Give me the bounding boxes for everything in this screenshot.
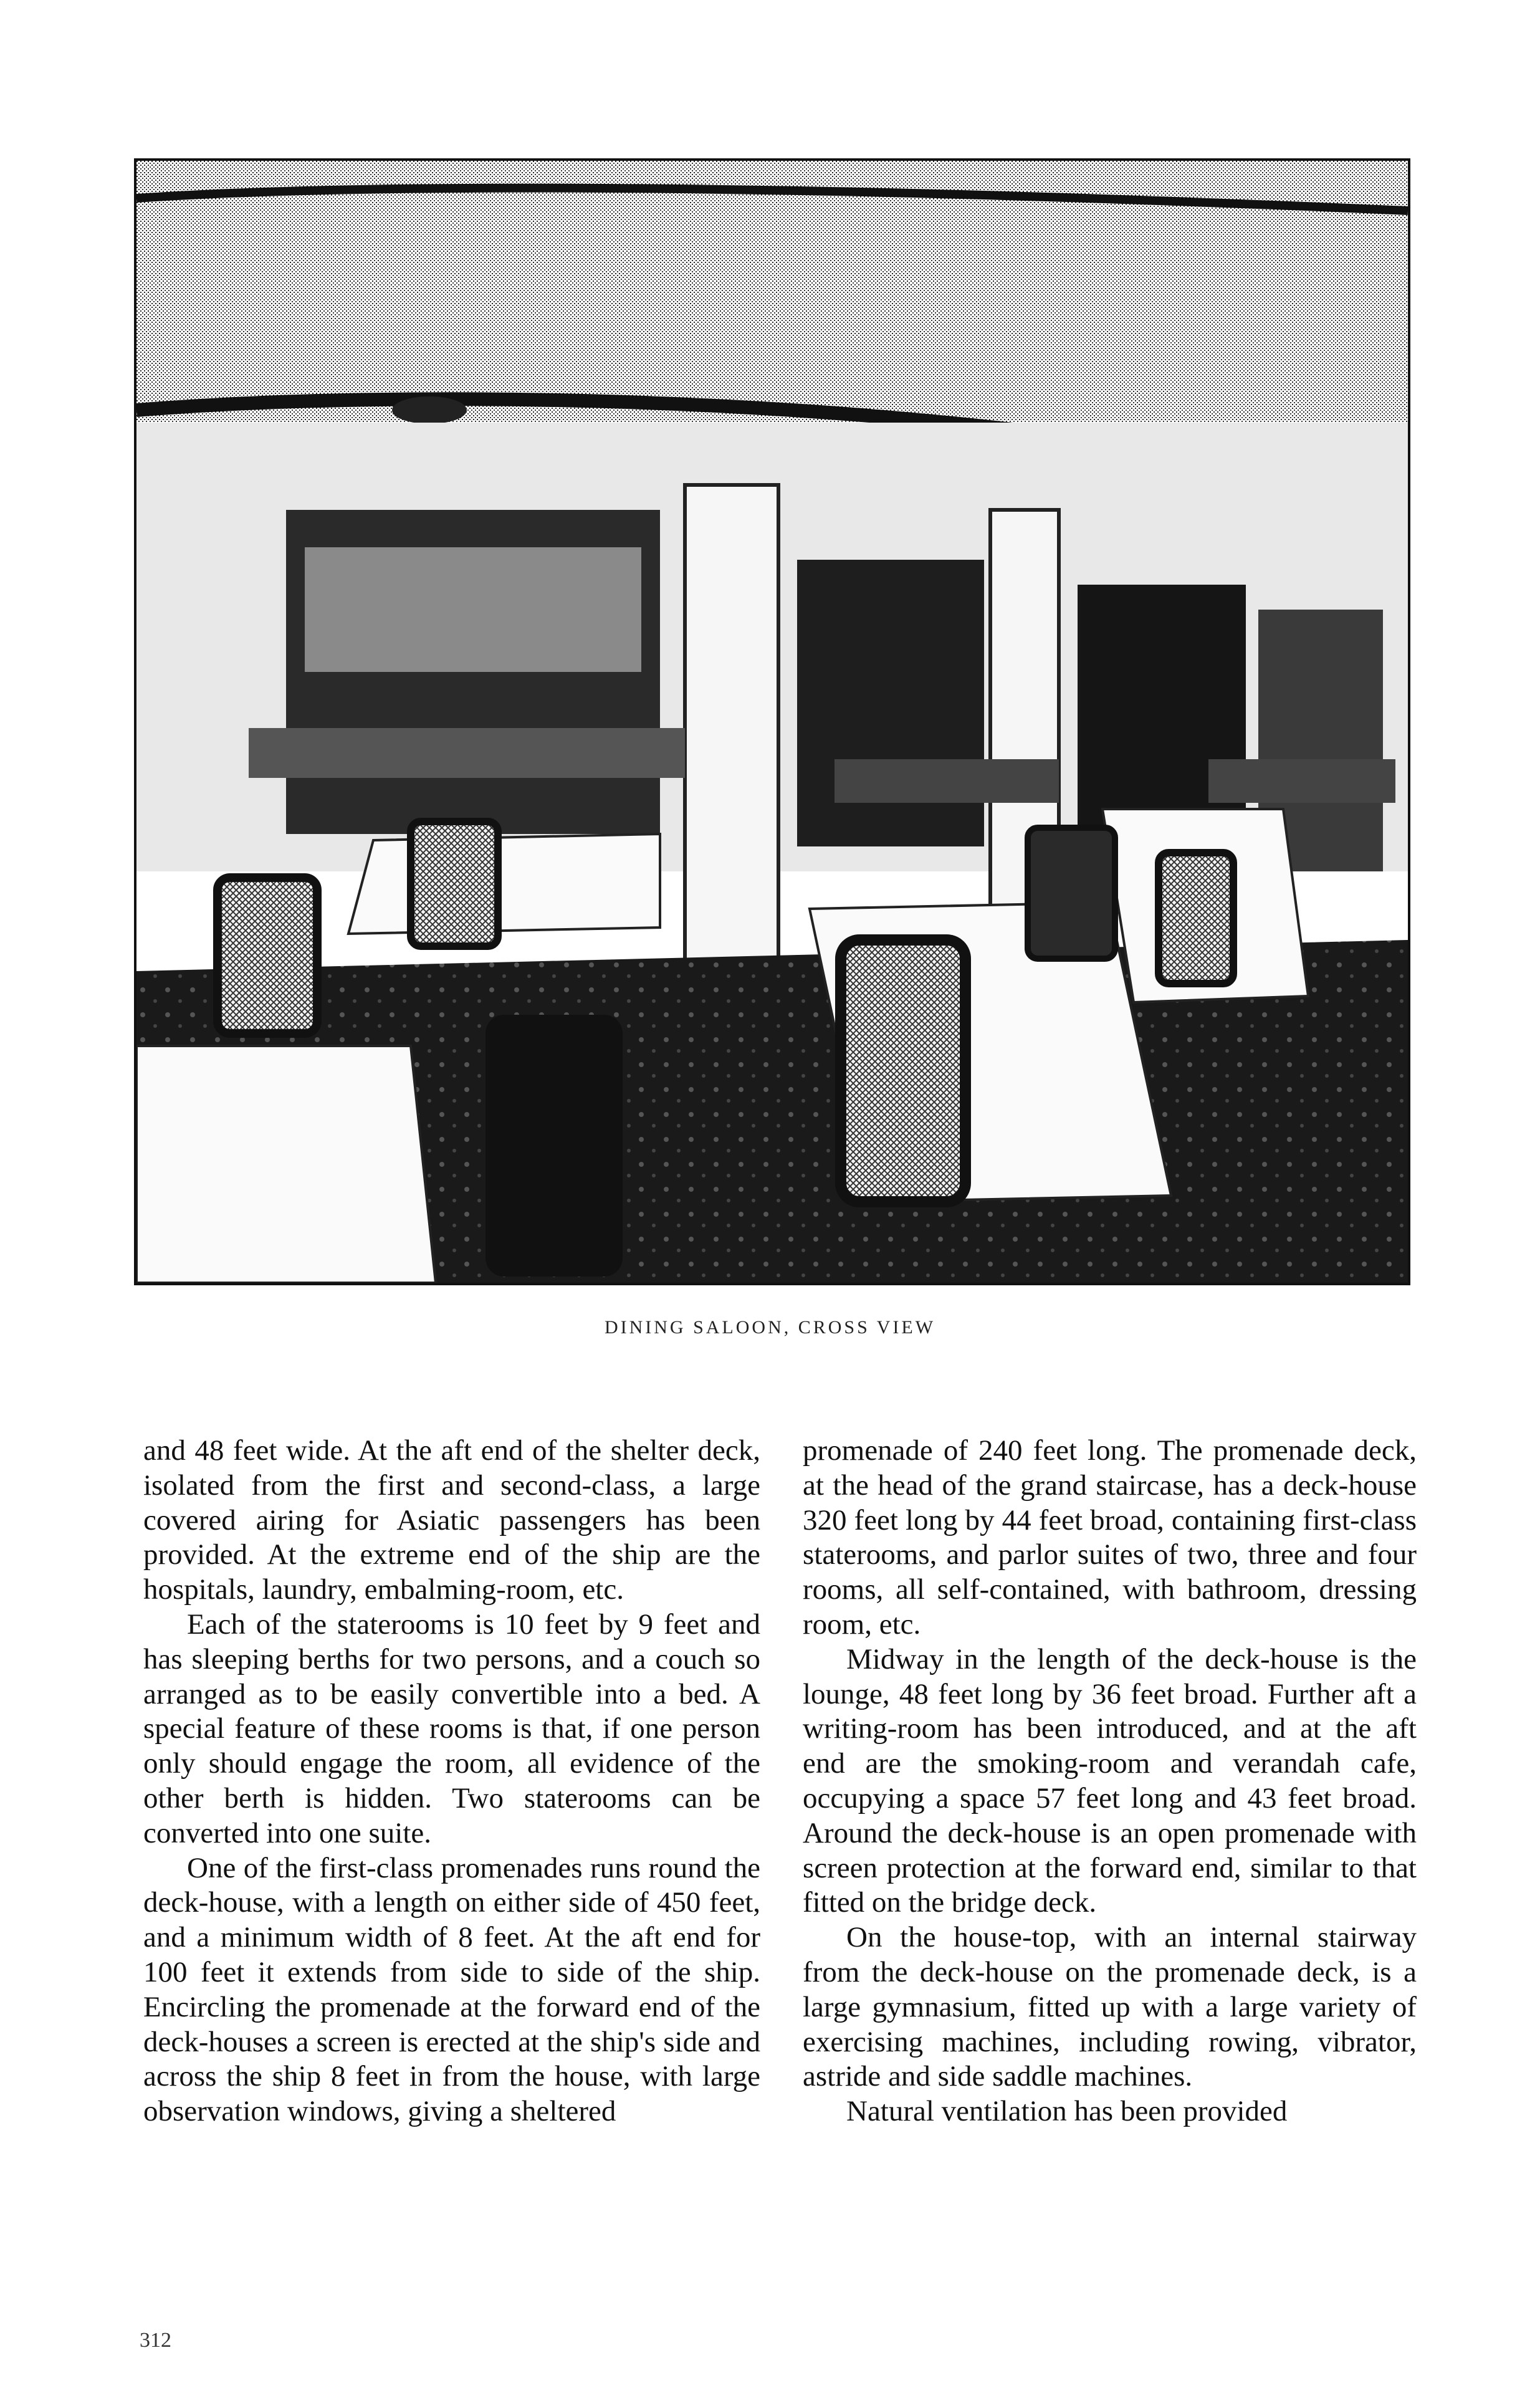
- dining-saloon-photo-illustration: [136, 161, 1408, 1283]
- left-paragraph: and 48 feet wide. At the aft end of the shelter deck, isolated from the first and second-class, a large covered airing for Asiatic passengers has been provided. At the extreme end of the ship are the hospitals, laundry, embalming-room, etc.: [143, 1434, 760, 1606]
- right-paragraph: On the house-top, with an internal stairway from the deck-house on the promenade deck, is a large gymnasium, fitted up with a large variety of exercising machines, including rowing, vibrator, astride and side saddle machines.: [803, 1921, 1417, 2093]
- photo-caption: DINING SALOON, CROSS VIEW: [604, 1317, 936, 1338]
- left-text-column: [143, 1434, 760, 2129]
- right-paragraph: promenade of 240 feet long. The promenade deck, at the head of the grand staircase, has a deck-house 320 feet long by 44 feet broad, containing first-class staterooms, and parlor suites of two, three and four rooms, all self-contained, with bathroom, dressing room, etc.: [803, 1434, 1417, 1641]
- dining-saloon-photo: [134, 158, 1410, 1285]
- left-paragraph: Each of the staterooms is 10 feet by 9 feet and has sleeping berths for two persons, and a couch so arranged as to be easily convertible into a bed. A special feature of these rooms is that, if one person only should engage the room, all evidence of the other berth is hidden. Two staterooms can be converted into one suite.: [143, 1608, 760, 1849]
- left-paragraph: One of the first-class promenades runs round the deck-house, with a length on either side of 450 feet, and a minimum width of 8 feet. At the aft end for 100 feet it extends from side to side of the ship. Encircling the promenade at the forward end of the deck-houses a screen is erected at the ship's side and across the ship 8 feet in from the house, with large observation windows, giving a sheltered: [143, 1851, 760, 2128]
- right-text-column: [803, 1434, 1417, 2129]
- right-paragraph: Midway in the length of the deck-house is the lounge, 48 feet long by 36 feet broad. Further aft a writing-room has been introduced, and at the aft end are the smoking-room and verandah cafe, occupying a space 57 feet long and 43 feet broad. Around the deck-house is an open promenade with screen protection at the forward end, similar to that fitted on the bridge deck.: [803, 1642, 1417, 1919]
- page-number: 312: [140, 2329, 171, 2352]
- right-paragraph: Natural ventilation has been provided: [846, 2095, 1288, 2128]
